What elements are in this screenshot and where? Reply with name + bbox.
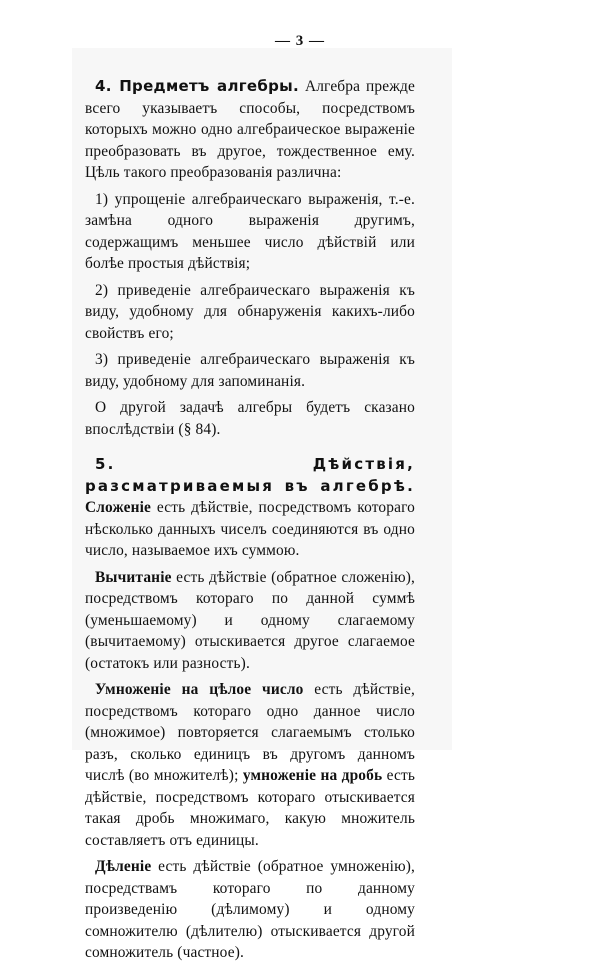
fraction-multiplication-definition: есть дѣйствіе, посредствомъ котораго отыскивается такая дробь множимаго, какую множитель составляетъ отъ единицы. <box>85 767 416 849</box>
section-5-title: 5. Дѣйствія, разсматриваемыя въ алгебрѣ. <box>85 455 415 495</box>
section-4-title: 4. Предметъ алгебры. <box>95 77 300 95</box>
section-5-paragraph <box>85 454 415 562</box>
section-4-note: О другой задачѣ алгебры будетъ сказано впослѣдствіи (§ 84). <box>85 399 415 438</box>
section-4-intro: Алгебра прежде всего указываетъ способы, посредствомъ которыхъ можно одно алгебраическое выраженіе преобразовать въ другое, тождественное ему. Цѣль такого преобразованія различна: <box>85 78 415 181</box>
multiplication-paragraph <box>85 679 415 851</box>
addition-term: Сложеніе <box>85 499 152 516</box>
multiplication-definition: есть дѣйствіе, посредствомъ котораго одно данное число (множимое) повторяется слагаемымъ столько разъ, сколько единицъ въ другомъ данномъ числѣ (во множителѣ); <box>85 681 415 784</box>
list-item: 1) упрощеніе алгебраическаго выраженія, т.-е. замѣна одного выраженія другимъ, содержащимъ меньшее число дѣйствій или болѣе простыя дѣйствія; <box>85 190 415 272</box>
division-definition: есть дѣйствіе (обратное умноженію), посредствамъ котораго по данному произведенію (дѣлимому) и одному сомножителю (дѣлителю) отыскивается другой сомножитель (частное). <box>85 858 415 961</box>
section-4-paragraph <box>85 76 415 184</box>
list-item: 2) приведеніе алгебраическаго выраженія къ виду, удобному для обнаруженія какихъ-либо свойствъ его; <box>85 281 415 342</box>
division-paragraph <box>85 856 415 964</box>
subtraction-definition: есть дѣйствіе (обратное сложенію), посредствомъ котораго по данной суммѣ (уменьшаемому) и одному слагаемому (вычитаемому) отыскивается другое слагаемое (остатокъ или разность). <box>85 568 415 672</box>
addition-definition: есть дѣйствіе, посредствомъ котораго нѣсколько данныхъ чиселъ соединяются въ одно число, называемое ихъ суммою. <box>85 499 415 559</box>
subtraction-term: Вычитаніе <box>95 568 172 586</box>
fraction-multiplication-term: умноженіе на дробь <box>242 767 383 784</box>
list-item: 3) приведеніе алгебраическаго выраженія къ виду, удобному для запоминанія. <box>85 351 415 390</box>
multiplication-term: Умноженіе на цѣлое число <box>95 681 304 698</box>
subtraction-paragraph <box>85 567 415 675</box>
division-term: Дѣленіе <box>95 858 152 875</box>
page-body <box>85 76 415 969</box>
page-number: — 3 — <box>275 33 325 49</box>
